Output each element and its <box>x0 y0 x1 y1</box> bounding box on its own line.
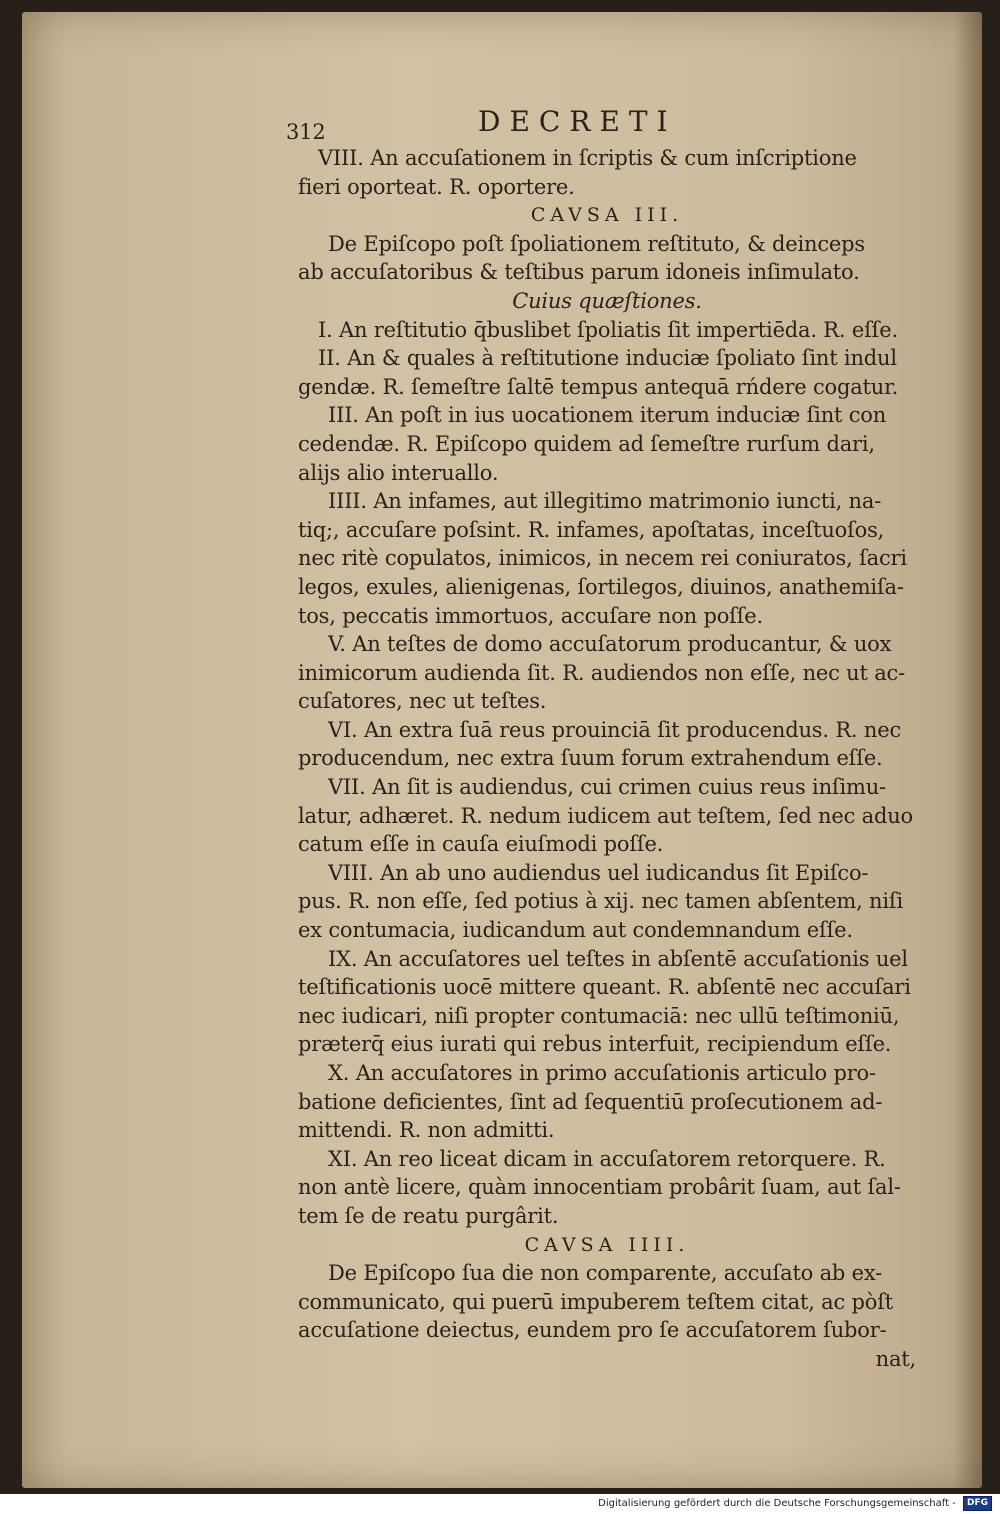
text-line: communicato, qui puerū impuberem teſtem citat, ac pòſt <box>298 1289 894 1314</box>
text-line: mittendi. R. non admitti. <box>298 1118 555 1143</box>
text-line: VII. An ſit is audiendus, cui crimen cuius reus inſimu- <box>328 775 886 800</box>
text-lines <box>298 144 916 1374</box>
text-line: gendæ. R. ſemeſtre ſaltē tempus antequā rńdere cogatur. <box>298 374 899 399</box>
text-line: De Epiſcopo poſt ſpoliationem reſtituto, & deinceps <box>328 231 865 256</box>
text-line: VIII. An accuſationem in ſcriptis & cum inſcriptione <box>318 146 857 170</box>
text-line: tos, peccatis immortuos, accuſare non poſſe. <box>298 603 763 628</box>
text-line: tem ſe de reatu purgârit. <box>298 1203 559 1228</box>
text-line: cedendæ. R. Epiſcopo quidem ad ſemeſtre rurſum dari, <box>298 431 875 456</box>
text-line: nat, <box>875 1346 916 1371</box>
running-head: DECRETI <box>478 105 677 138</box>
page-text <box>286 105 916 1374</box>
text-line: XI. An reo liceat dicam in accuſatorem retorquere. R. <box>328 1146 886 1171</box>
text-line: Cuius quæſtiones. <box>512 288 702 313</box>
text-line: CAVSA III. <box>530 204 684 227</box>
text-line: ex contumacia, iudicandum aut condemnandum eſſe. <box>298 918 853 943</box>
text-line: alijs alio interuallo. <box>298 460 499 485</box>
text-line: legos, exules, alienigenas, ſortilegos, diuinos, anathemiſa- <box>298 574 904 599</box>
dfg-logo: DFG <box>963 1496 992 1511</box>
book-page <box>22 12 982 1488</box>
text-line: IIII. An infames, aut illegitimo matrimonio iuncti, na- <box>328 489 882 514</box>
text-line: III. An poſt in ius uocationem iterum induciæ ſint con <box>328 403 887 428</box>
text-line: IX. An accuſatores uel teſtes in abſentē accuſationis uel <box>328 946 908 971</box>
text-line: latur, adhæret. R. nedum iudicem aut teſtem, ſed nec aduo <box>298 803 913 828</box>
text-line: II. An & quales à reſtitutione induciæ ſpoliato ſint indul <box>318 346 897 371</box>
footer-caption <box>0 1494 992 1514</box>
page-header <box>286 105 916 144</box>
text-line: X. An accuſatores in primo accuſationis articulo pro- <box>328 1061 876 1085</box>
text-line: nec ritè copulatos, inimicos, in necem rei coniuratos, ſacri <box>298 546 907 571</box>
text-line: De Epiſcopo ſua die non comparente, accuſato ab ex- <box>328 1261 883 1286</box>
text-line: cuſatores, nec ut teſtes. <box>298 689 547 714</box>
funding-note: Digitalisierung gefördert durch die Deutsche Forschungsgemeinschaft - <box>598 1498 956 1509</box>
text-line: tiq;, accuſare poſsint. R. infames, apoſtatas, inceſtuoſos, <box>298 517 885 542</box>
text-line: accuſatione deiectus, eundem pro ſe accuſatorem ſubor- <box>298 1318 887 1343</box>
text-line: ab accuſatoribus & teſtibus parum idoneis inſimulato. <box>298 260 860 285</box>
text-line: pus. R. non eſſe, ſed potius à xij. nec tamen abſentem, niſi <box>298 889 903 914</box>
page-number: 312 <box>286 120 326 144</box>
text-line: I. An reſtitutio q̄buslibet ſpoliatis ſit impertiēda. R. eſſe. <box>318 317 898 342</box>
text-line: inimicorum audienda ſit. R. audiendos non eſſe, nec ut ac- <box>298 660 905 685</box>
text-line: fieri oporteat. R. oportere. <box>298 174 575 199</box>
text-line: teſtificationis uocē mittere queant. R. abſentē nec accuſari <box>298 975 911 1000</box>
text-line: producendum, nec extra ſuum forum extrahendum eſſe. <box>298 746 883 771</box>
text-line: præterq̄ eius iurati qui rebus interfuit, recipiendum eſſe. <box>298 1032 892 1057</box>
text-line: VI. An extra ſuā reus prouinciā ſit producendus. R. nec <box>328 717 902 742</box>
text-line: V. An teſtes de domo accuſatorum producantur, & uox <box>328 632 892 657</box>
text-line: nec iudicari, niſi propter contumaciā: nec ullū teſtimoniū, <box>298 1003 900 1028</box>
text-line: VIII. An ab uno audiendus uel iudicandus ſit Epiſco- <box>328 860 869 885</box>
text-line: CAVSA IIII. <box>524 1233 690 1256</box>
text-line: batione deficientes, ſint ad ſequentiū proſecutionem ad- <box>298 1089 883 1114</box>
text-line: catum eſſe in cauſa eiuſmodi poſſe. <box>298 832 664 857</box>
text-line: non antè licere, quàm innocentiam probârit ſuam, aut ſal- <box>298 1175 901 1200</box>
